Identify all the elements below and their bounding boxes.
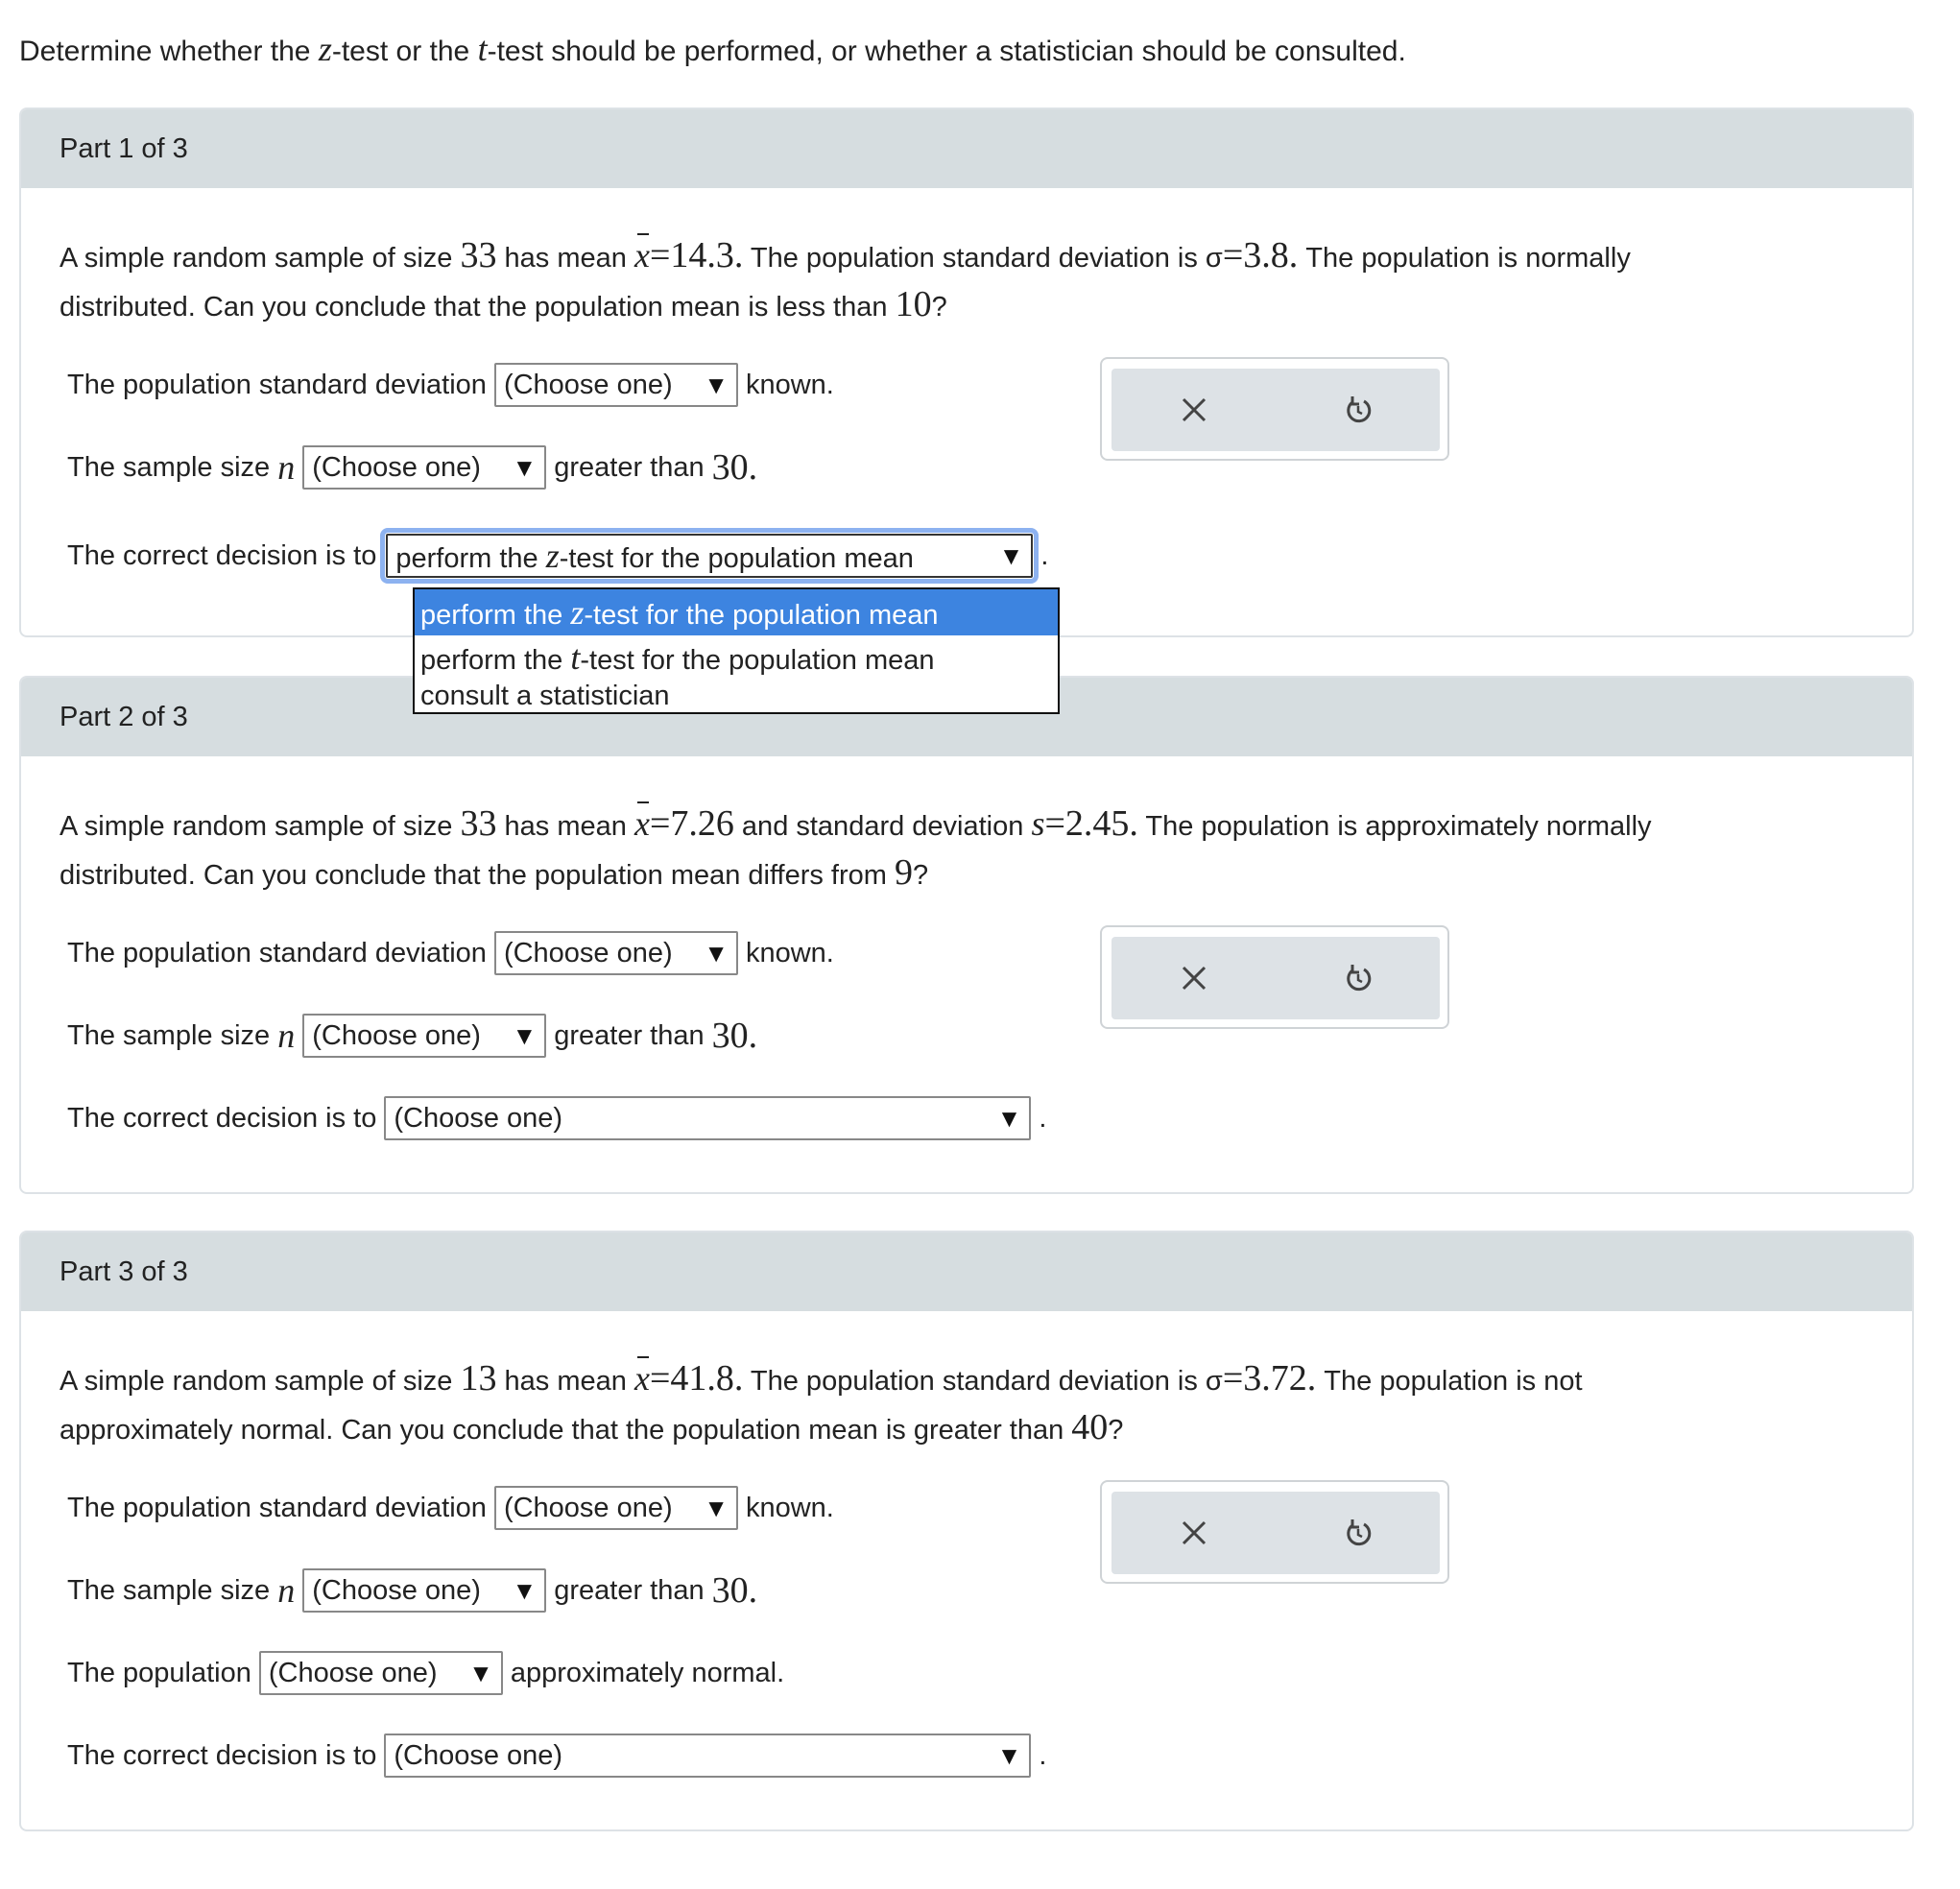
instruction-text: Determine whether the z-test or the t-test should be performed, or whether a statistician should be consulted.	[19, 30, 1406, 68]
part-1-decision-select[interactable]: perform the z-test for the population mean ▼	[386, 534, 1033, 578]
part-1-reset-button[interactable]	[1276, 369, 1440, 451]
close-icon	[1181, 396, 1207, 423]
part-3-population-select[interactable]: (Choose one) ▼	[259, 1651, 503, 1695]
part-2-reset-button[interactable]	[1276, 937, 1440, 1019]
chevron-down-icon: ▼	[512, 1575, 538, 1605]
part-1-card	[19, 108, 1914, 637]
part-3-reset-button[interactable]	[1276, 1492, 1440, 1574]
part-3-clear-button[interactable]	[1111, 1492, 1276, 1574]
chevron-down-icon: ▼	[996, 1103, 1022, 1133]
undo-icon	[1343, 1518, 1374, 1548]
part-2-header: Part 2 of 3	[21, 678, 1912, 756]
part-1-sd-known-select[interactable]: (Choose one) ▼	[494, 363, 738, 407]
close-icon	[1181, 965, 1207, 992]
chevron-down-icon: ▼	[996, 1740, 1022, 1770]
part-1-clear-button[interactable]	[1111, 369, 1276, 451]
chevron-down-icon: ▼	[704, 938, 729, 968]
part-3-question: A simple random sample of size 13 has mean x=41.8. The population standard deviation is σ=3.72. The population is not approximately normal. Can you conclude that the population mean is greater than 40?	[60, 1355, 1902, 1453]
part-1-sample-row: The sample size n (Choose one) ▼ greater than 30.	[67, 447, 758, 488]
part-3-tools	[1100, 1480, 1449, 1584]
part-3-sd-known-select[interactable]: (Choose one) ▼	[494, 1486, 738, 1530]
part-2-sd-known-select[interactable]: (Choose one) ▼	[494, 931, 738, 975]
dropdown-option-z-test[interactable]: perform the z-test for the population mean	[415, 589, 1058, 635]
undo-icon	[1343, 963, 1374, 993]
close-icon	[1181, 1519, 1207, 1546]
part-2-decision-row: The correct decision is to (Choose one) ▼ .	[67, 1094, 1046, 1142]
part-3-sample-row: The sample size n (Choose one) ▼ greater than 30.	[67, 1570, 758, 1611]
part-1-question: A simple random sample of size 33 has mean x=14.3. The population standard deviation is σ=3.8. The population is normally distributed. Can you conclude that the population mean is less than 10?	[60, 232, 1902, 330]
part-3-sample-size-select[interactable]: (Choose one) ▼	[302, 1568, 546, 1613]
part-2-card	[19, 676, 1914, 1194]
chevron-down-icon: ▼	[704, 1493, 729, 1522]
part-1-decision-dropdown	[413, 587, 1060, 714]
chevron-down-icon: ▼	[468, 1658, 493, 1687]
part-3-header: Part 3 of 3	[21, 1232, 1912, 1311]
part-1-tools	[1100, 357, 1449, 461]
chevron-down-icon: ▼	[998, 540, 1024, 570]
part-2-sd-row: The population standard deviation (Choose one) ▼ known.	[67, 929, 834, 977]
dropdown-option-t-test[interactable]: perform the t-test for the population mean	[420, 638, 935, 677]
part-1-header: Part 1 of 3	[21, 109, 1912, 188]
part-2-sample-size-select[interactable]: (Choose one) ▼	[302, 1014, 546, 1058]
part-3-card	[19, 1231, 1914, 1831]
chevron-down-icon: ▼	[512, 1020, 538, 1050]
chevron-down-icon: ▼	[512, 452, 538, 482]
part-2-question: A simple random sample of size 33 has mean x=7.26 and standard deviation s=2.45. The population is approximately normally distributed. Can you conclude that the population mean differs from 9?	[60, 801, 1902, 898]
chevron-down-icon: ▼	[704, 370, 729, 399]
part-3-decision-select[interactable]: (Choose one) ▼	[384, 1734, 1031, 1778]
part-2-decision-select[interactable]: (Choose one) ▼	[384, 1096, 1031, 1140]
part-1-sample-size-select[interactable]: (Choose one) ▼	[302, 445, 546, 490]
part-1-sd-row: The population standard deviation (Choose one) ▼ known.	[67, 361, 834, 409]
part-2-sample-row: The sample size n (Choose one) ▼ greater than 30.	[67, 1016, 758, 1056]
undo-icon	[1343, 395, 1374, 425]
part-3-decision-row: The correct decision is to (Choose one) ▼ .	[67, 1732, 1046, 1780]
part-3-sd-row: The population standard deviation (Choose one) ▼ known.	[67, 1484, 834, 1532]
part-1-decision-row: The correct decision is to perform the z-test for the population mean ▼ .	[67, 532, 1048, 580]
part-3-population-row: The population (Choose one) ▼ approximately normal.	[67, 1649, 784, 1697]
part-2-tools	[1100, 925, 1449, 1029]
part-2-clear-button[interactable]	[1111, 937, 1276, 1019]
dropdown-option-consult[interactable]: consult a statistician	[420, 681, 670, 711]
